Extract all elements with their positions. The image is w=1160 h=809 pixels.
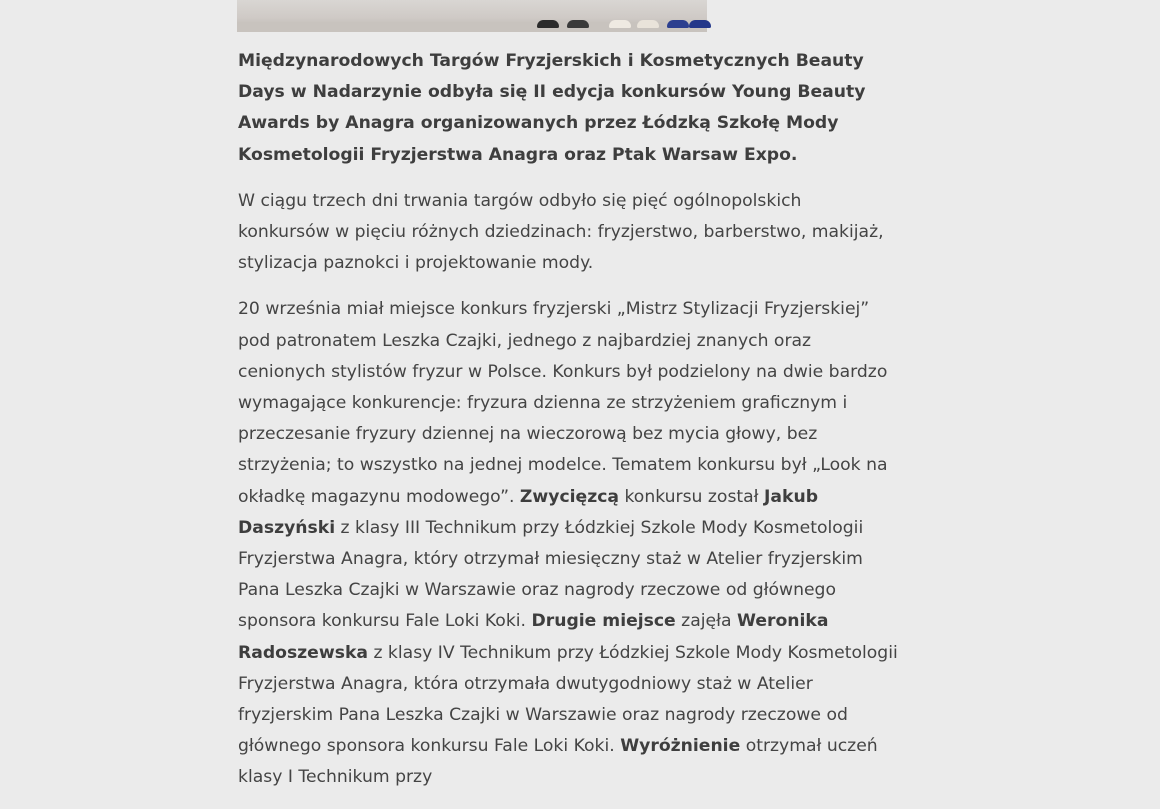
photo-shoe [609, 20, 631, 28]
paragraph-text: konkursu został [619, 486, 765, 507]
winner-label: Zwycięzcą [519, 486, 619, 507]
paragraph-text: z klasy III Technikum przy Łódzkiej Szkole Mody Kosmetologii Fryzjerstwa Anagra, który otrzymał miesięczny staż w Atelier fryzjerskim Pana Leszka Czajki w Warszawie oraz nagrody rzeczowe od głównego sponsora konkursu Fale Loki Koki. [238, 517, 864, 632]
photo-shoe [537, 20, 559, 28]
winner-name: Jakub Daszyński [238, 486, 818, 538]
paragraph-text: zajęła [675, 611, 737, 632]
photo-shoe [667, 20, 689, 28]
photo-shoe [637, 20, 659, 28]
paragraph-text: 20 września miał miejsce konkurs fryzjerski „Mistrz Stylizacji Fryzjerskiej” pod patronatem Leszka Czajki, jednego z najbardziej znanych oraz cenionych stylistów fryzur w Polsce. Konkurs był podzielony na dwie bardzo wymagające konkurencje: fryzura dzienna ze strzyżeniem graficznym i przeczesanie fryzury dziennej na wieczorową bez mycia głowy, bez strzyżenia; to wszystko na jednej modelce. Tematem konkursu był „Look na okładkę magazynu modowego”. [238, 299, 888, 507]
paragraph-text: z klasy IV Technikum przy Łódzkiej Szkole Mody Kosmetologii Fryzjerstwa Anagra, która otrzymała dwutygodniowy staż w Atelier fryzjerskim Pana Leszka Czajki w Warszawie oraz nagrody rzeczowe od głównego sponsora konkursu Fale Loki Koki. [238, 642, 898, 757]
photo-shoe [689, 20, 711, 28]
article-paragraph: W ciągu trzech dni trwania targów odbyło się pięć ogólnopolskich konkursów w pięciu różnych dziedzinach: fryzjerstwo, barberstwo, makijaż, stylizacja paznokci i projektowanie mody. [238, 190, 884, 274]
second-place-name: Weronika Radoszewska [238, 611, 829, 663]
paragraph-text: otrzymał uczeń klasy I Technikum przy [238, 736, 878, 788]
article-body [238, 46, 898, 809]
second-place-label: Drugie miejsce [531, 611, 676, 632]
article-photo [237, 0, 707, 32]
photo-shoe [567, 20, 589, 28]
article-lead: Międzynarodowych Targów Fryzjerskich i Kosmetycznych Beauty Days w Nadarzynie odbyła się II edycja konkursów Young Beauty Awards by Anagra organizowanych przez Łódzką Szkołę Mody Kosmetologii Fryzjerstwa Anagra oraz Ptak Warsaw Expo. [238, 51, 866, 165]
distinction-label: Wyróżnienie [620, 736, 741, 757]
article-paragraph-contest [238, 294, 898, 793]
